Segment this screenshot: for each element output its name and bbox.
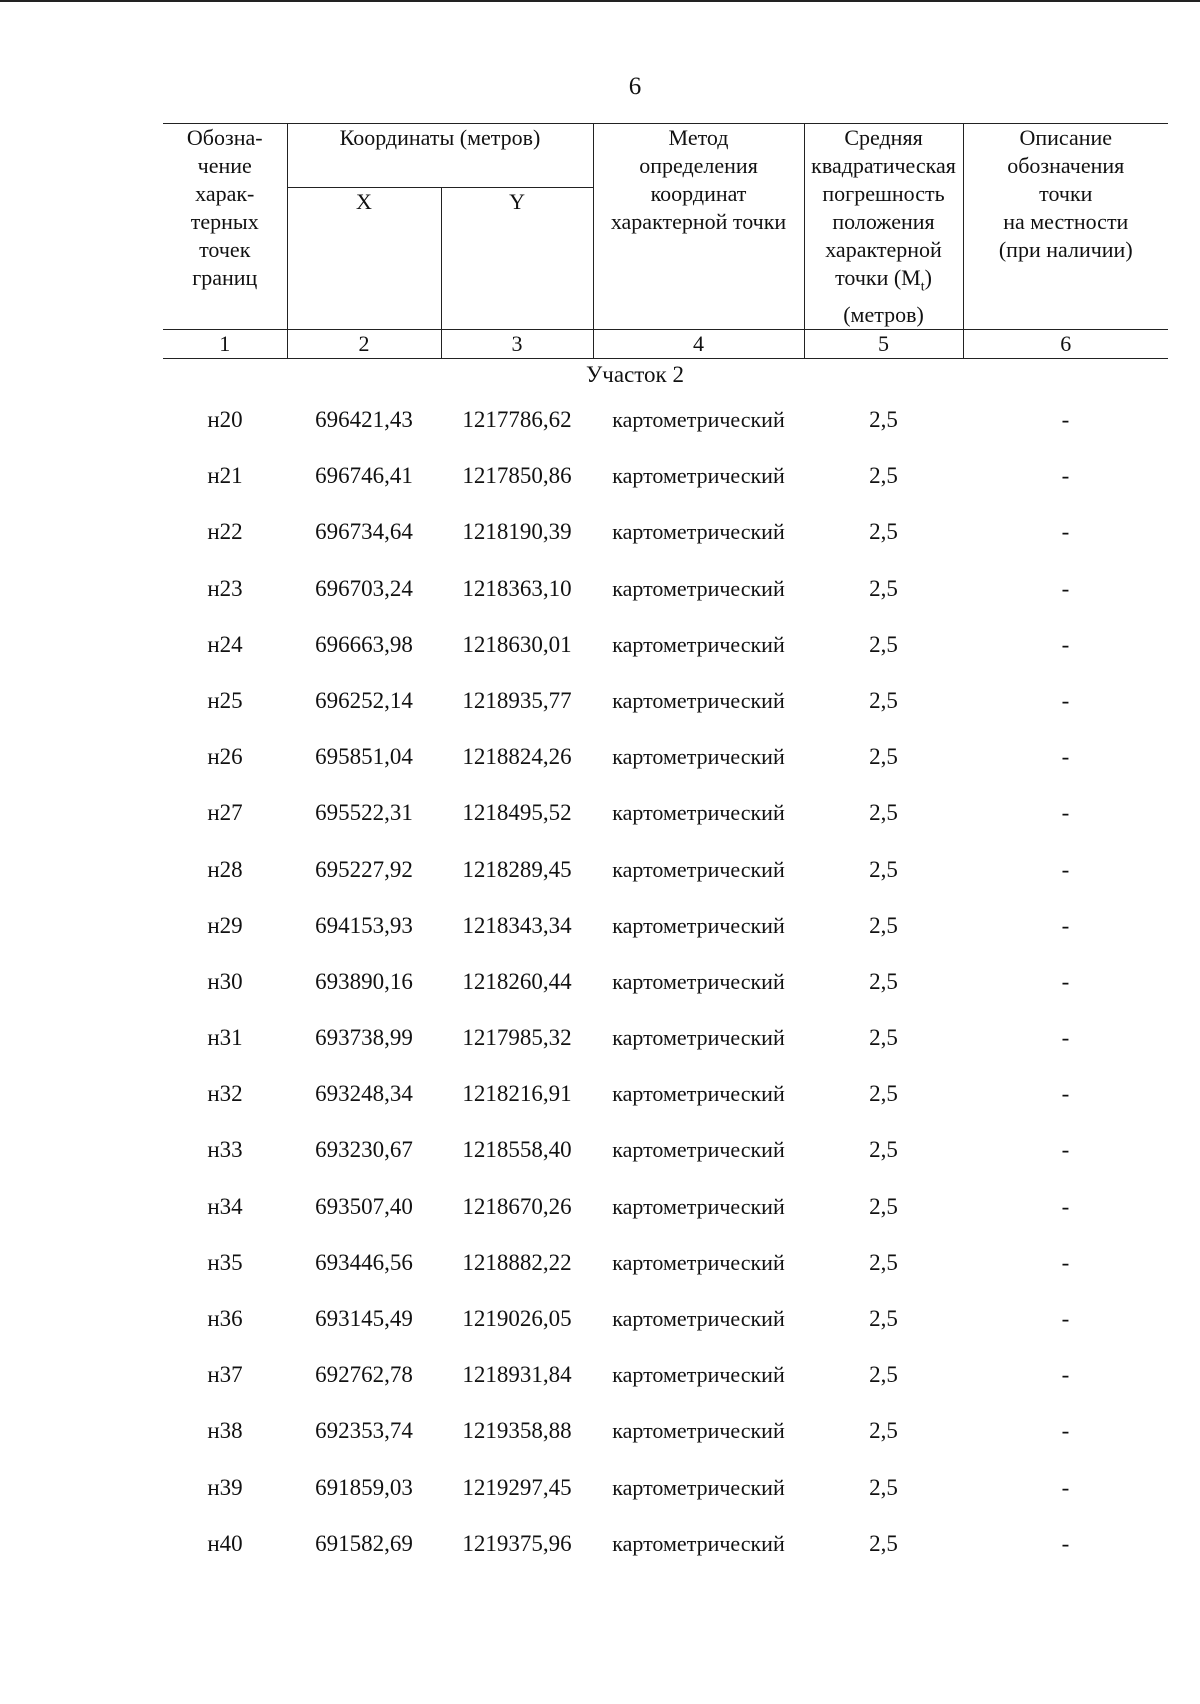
table-row <box>163 1529 1168 1585</box>
cell-point: н38 <box>207 1418 243 1444</box>
cell-description: - <box>1061 407 1070 432</box>
cell-error: 2,5 <box>869 1081 898 1107</box>
header-text: Обозна- <box>186 125 263 150</box>
cell-y: 1217985,32 <box>462 1025 572 1051</box>
header-text-part: точки (M <box>835 265 921 290</box>
cell-description: - <box>1061 744 1070 770</box>
cell-method: картометрический <box>612 1362 785 1388</box>
cell-error: 2,5 <box>869 631 898 657</box>
cell-method: картометрический <box>612 1137 785 1163</box>
column-number: 5 <box>804 330 963 359</box>
cell-error: 2,5 <box>869 519 898 545</box>
cell-x: 692353,74 <box>315 1418 413 1444</box>
cell-point: н29 <box>207 912 243 938</box>
cell-y: 1218343,34 <box>462 912 572 938</box>
table-row <box>163 1360 1168 1416</box>
table-row <box>163 1135 1168 1191</box>
cell-method: картометрический <box>612 1530 785 1556</box>
cell-description: - <box>1061 1193 1070 1219</box>
cell-description: - <box>1061 1081 1070 1107</box>
cell-x: 696746,41 <box>315 463 413 489</box>
table-row <box>163 405 1168 461</box>
cell-y: 1218260,44 <box>462 968 572 994</box>
cell-point: н32 <box>207 1081 243 1107</box>
table-header <box>163 123 1168 359</box>
cell-y: 1218931,84 <box>462 1362 572 1388</box>
header-description <box>963 124 1168 330</box>
cell-point: н33 <box>207 1137 243 1163</box>
header-text: Описание <box>1019 125 1113 150</box>
table-row <box>163 742 1168 798</box>
section-title: Участок 2 <box>586 362 684 387</box>
table-row <box>163 798 1168 854</box>
cell-description: - <box>1061 687 1070 713</box>
header-mean-square-error <box>804 124 963 330</box>
cell-x: 693507,40 <box>315 1193 413 1219</box>
cell-x: 691859,03 <box>315 1474 413 1500</box>
cell-method: картометрический <box>612 575 785 601</box>
header-text: (метров) <box>843 302 924 328</box>
header-text: чение <box>197 153 252 178</box>
cell-point: н37 <box>207 1362 243 1388</box>
header-text: определения <box>639 153 758 178</box>
table-row <box>163 517 1168 573</box>
cell-error: 2,5 <box>869 744 898 770</box>
header-text: на местности <box>1003 209 1129 234</box>
cell-method: картометрический <box>612 687 785 713</box>
page-number: 6 <box>628 73 642 100</box>
header-text: (при наличии) <box>998 237 1133 262</box>
cell-x: 696734,64 <box>315 519 413 545</box>
cell-error: 2,5 <box>869 1306 898 1331</box>
cell-description: - <box>1061 800 1070 826</box>
cell-description: - <box>1061 519 1070 545</box>
cell-method: картометрический <box>612 800 785 826</box>
cell-point: н31 <box>207 1025 243 1051</box>
table-row <box>163 1192 1168 1248</box>
cell-method: картометрический <box>612 407 785 432</box>
cell-description: - <box>1061 463 1070 489</box>
cell-point: н26 <box>207 744 243 770</box>
cell-error: 2,5 <box>869 1249 898 1275</box>
header-text: точек <box>199 237 251 262</box>
cell-error: 2,5 <box>869 800 898 826</box>
cell-x: 696421,43 <box>315 407 413 432</box>
cell-y: 1219297,45 <box>462 1474 572 1500</box>
header-text: характерной <box>825 237 942 262</box>
cell-x: 693230,67 <box>315 1137 413 1163</box>
cell-description: - <box>1061 1306 1070 1331</box>
cell-x: 692762,78 <box>315 1362 413 1388</box>
table-row <box>163 574 1168 630</box>
cell-description: - <box>1061 856 1070 882</box>
cell-error: 2,5 <box>869 1418 898 1444</box>
cell-point: н27 <box>207 800 243 826</box>
cell-error: 2,5 <box>869 1025 898 1051</box>
cell-error: 2,5 <box>869 968 898 994</box>
cell-y: 1218363,10 <box>462 575 572 601</box>
cell-error: 2,5 <box>869 1193 898 1219</box>
cell-point: н34 <box>207 1193 243 1219</box>
cell-y: 1218216,91 <box>462 1081 572 1107</box>
cell-error: 2,5 <box>869 912 898 938</box>
cell-x: 696663,98 <box>315 631 413 657</box>
header-text: характерной точки <box>610 209 787 234</box>
cell-point: н23 <box>207 575 243 601</box>
header-text: погрешность <box>822 181 945 206</box>
header-text: границ <box>192 265 258 290</box>
cell-x: 695522,31 <box>315 800 413 826</box>
cell-x: 693248,34 <box>315 1081 413 1107</box>
cell-point: н20 <box>207 407 243 432</box>
header-text: обозначения <box>1007 153 1125 178</box>
header-y: Y <box>441 188 593 330</box>
cell-point: н39 <box>207 1474 243 1500</box>
header-coordinates-group: Координаты (метров) <box>287 124 593 188</box>
table-row <box>163 1248 1168 1304</box>
header-text: харак- <box>195 181 255 206</box>
cell-point: н35 <box>207 1249 243 1275</box>
header-text: положения <box>832 209 935 234</box>
cell-y: 1218190,39 <box>462 519 572 545</box>
table-row <box>163 1023 1168 1079</box>
table-row <box>163 1473 1168 1529</box>
cell-y: 1217786,62 <box>462 407 572 432</box>
header-text: точки <box>1039 181 1093 206</box>
cell-method: картометрический <box>612 631 785 657</box>
header-text: координат <box>650 181 747 206</box>
cell-description: - <box>1061 1418 1070 1444</box>
cell-x: 694153,93 <box>315 912 413 938</box>
cell-y: 1219375,96 <box>462 1530 572 1556</box>
cell-x: 696252,14 <box>315 687 413 713</box>
cell-error: 2,5 <box>869 1137 898 1163</box>
header-text: квадратическая <box>811 153 956 178</box>
cell-point: н22 <box>207 519 243 545</box>
cell-method: картометрический <box>612 856 785 882</box>
cell-description: - <box>1061 1474 1070 1500</box>
cell-x: 693890,16 <box>315 968 413 994</box>
column-number: 4 <box>593 330 804 359</box>
cell-point: н24 <box>207 631 243 657</box>
cell-y: 1218495,52 <box>462 800 572 826</box>
cell-error: 2,5 <box>869 1474 898 1500</box>
cell-error: 2,5 <box>869 463 898 489</box>
cell-y: 1218558,40 <box>462 1137 572 1163</box>
cell-method: картометрический <box>612 912 785 938</box>
header-point-designation <box>163 124 287 330</box>
cell-method: картометрический <box>612 744 785 770</box>
cell-x: 696703,24 <box>315 575 413 601</box>
cell-y: 1218882,22 <box>462 1249 572 1275</box>
cell-method: картометрический <box>612 1081 785 1107</box>
cell-method: картометрический <box>612 1418 785 1444</box>
header-method <box>593 124 804 330</box>
header-text: терных <box>190 209 259 234</box>
column-number: 1 <box>163 330 287 359</box>
table-row <box>163 630 1168 686</box>
cell-x: 693145,49 <box>315 1306 413 1331</box>
cell-method: картометрический <box>612 1474 785 1500</box>
cell-error: 2,5 <box>869 1530 898 1556</box>
cell-error: 2,5 <box>869 1362 898 1388</box>
cell-description: - <box>1061 1362 1070 1388</box>
cell-y: 1219026,05 <box>462 1306 572 1331</box>
cell-description: - <box>1061 968 1070 994</box>
cell-x: 695227,92 <box>315 856 413 882</box>
cell-x: 693446,56 <box>315 1249 413 1275</box>
cell-point: н21 <box>207 463 243 489</box>
table-row <box>163 855 1168 911</box>
coordinates-list <box>163 405 1168 1585</box>
cell-y: 1218630,01 <box>462 631 572 657</box>
table-row <box>163 911 1168 967</box>
cell-method: картометрический <box>612 1306 785 1331</box>
cell-y: 1218824,26 <box>462 744 572 770</box>
cell-y: 1218289,45 <box>462 856 572 882</box>
cell-method: картометрический <box>612 968 785 994</box>
cell-point: н30 <box>207 968 243 994</box>
cell-error: 2,5 <box>869 407 898 432</box>
cell-point: н28 <box>207 856 243 882</box>
top-border-line <box>0 0 1200 2</box>
cell-description: - <box>1061 631 1070 657</box>
header-text-part: ) <box>924 265 932 290</box>
cell-y: 1218670,26 <box>462 1193 572 1219</box>
cell-description: - <box>1061 1137 1070 1163</box>
header-x: X <box>287 188 441 330</box>
header-text: Средняя <box>844 125 923 150</box>
column-number: 2 <box>287 330 441 359</box>
cell-error: 2,5 <box>869 575 898 601</box>
cell-description: - <box>1061 1025 1070 1051</box>
cell-description: - <box>1061 575 1070 601</box>
table-row <box>163 1304 1168 1360</box>
cell-error: 2,5 <box>869 687 898 713</box>
cell-method: картометрический <box>612 1249 785 1275</box>
cell-y: 1217850,86 <box>462 463 572 489</box>
table-row <box>163 1079 1168 1135</box>
header-text <box>805 264 963 301</box>
cell-y: 1219358,88 <box>462 1418 572 1444</box>
cell-x: 695851,04 <box>315 744 413 770</box>
table-row <box>163 461 1168 517</box>
cell-method: картометрический <box>612 519 785 545</box>
cell-method: картометрический <box>612 1025 785 1051</box>
table-row <box>163 686 1168 742</box>
cell-description: - <box>1061 912 1070 938</box>
cell-error: 2,5 <box>869 856 898 882</box>
cell-point: н36 <box>207 1306 243 1331</box>
cell-y: 1218935,77 <box>462 687 572 713</box>
header-subscript: t <box>920 279 925 295</box>
header-text: Метод <box>668 125 729 150</box>
cell-description: - <box>1061 1530 1070 1556</box>
cell-method: картометрический <box>612 1193 785 1219</box>
cell-point: н40 <box>207 1530 243 1556</box>
table-row <box>163 1416 1168 1472</box>
header-grid <box>163 123 1168 359</box>
column-number: 6 <box>963 330 1168 359</box>
column-number: 3 <box>441 330 593 359</box>
cell-point: н25 <box>207 687 243 713</box>
cell-x: 693738,99 <box>315 1025 413 1051</box>
table-row <box>163 967 1168 1023</box>
cell-method: картометрический <box>612 463 785 489</box>
cell-description: - <box>1061 1249 1070 1275</box>
cell-x: 691582,69 <box>315 1530 413 1556</box>
